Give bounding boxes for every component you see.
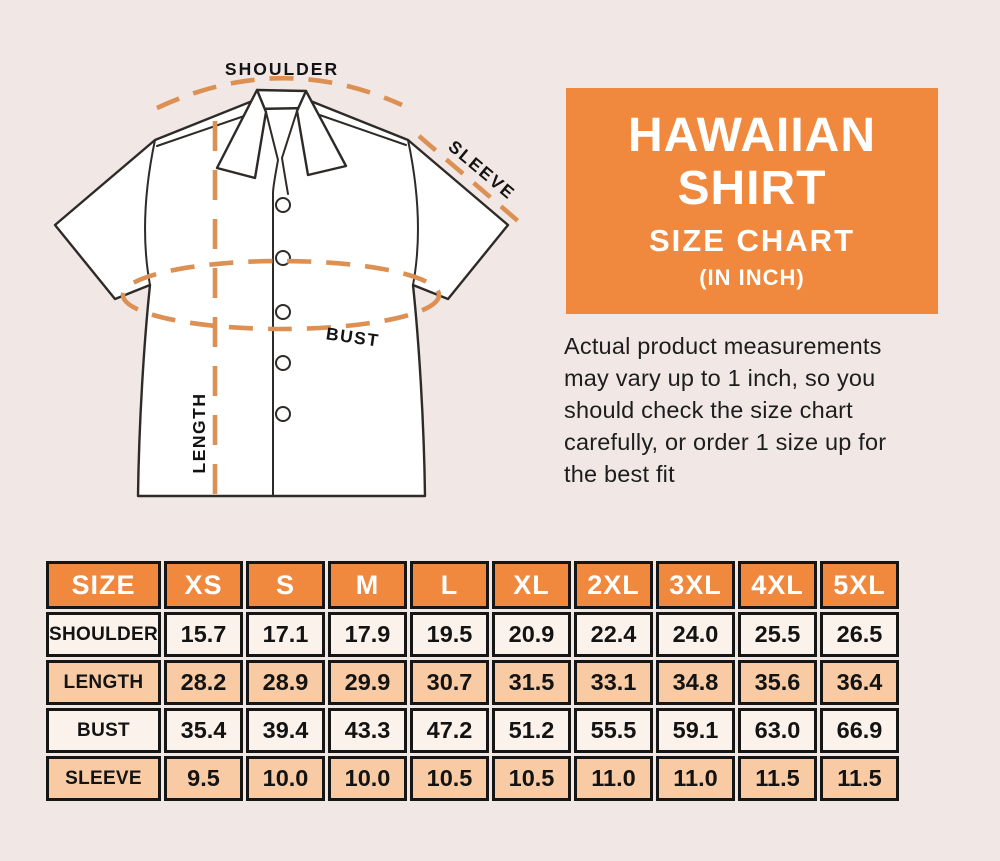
size-column-header-xl: XL xyxy=(492,561,571,609)
measurement-cell: 28.9 xyxy=(246,660,325,705)
measurement-cell: 10.0 xyxy=(246,756,325,801)
measurement-cell: 28.2 xyxy=(164,660,243,705)
title-box xyxy=(566,88,938,314)
shoulder-label: SHOULDER xyxy=(224,59,340,79)
row-label: SHOULDER xyxy=(46,612,161,657)
measurement-cell: 47.2 xyxy=(410,708,489,753)
measurement-cell: 34.8 xyxy=(656,660,735,705)
size-chart-table xyxy=(43,558,902,804)
measurement-cell: 17.9 xyxy=(328,612,407,657)
measurement-cell: 59.1 xyxy=(656,708,735,753)
title-subtitle: SIZE CHART xyxy=(649,223,855,258)
measurement-cell: 51.2 xyxy=(492,708,571,753)
note-line: Actual product measurements xyxy=(564,333,882,359)
button xyxy=(276,407,290,421)
measurement-cell: 20.9 xyxy=(492,612,571,657)
size-column-header-m: M xyxy=(328,561,407,609)
note-line: may vary up to 1 inch, so you xyxy=(564,365,876,391)
measurement-cell: 11.0 xyxy=(574,756,653,801)
measurement-cell: 11.5 xyxy=(820,756,899,801)
measurement-cell: 36.4 xyxy=(820,660,899,705)
measurement-cell: 10.5 xyxy=(492,756,571,801)
measurement-cell: 22.4 xyxy=(574,612,653,657)
measurement-cell: 63.0 xyxy=(738,708,817,753)
note-line: the best fit xyxy=(564,461,675,487)
size-corner-header: SIZE xyxy=(46,561,161,609)
measurement-cell: 43.3 xyxy=(328,708,407,753)
row-label: LENGTH xyxy=(46,660,161,705)
size-column-header-s: S xyxy=(246,561,325,609)
measurement-cell: 25.5 xyxy=(738,612,817,657)
size-column-header-4xl: 4XL xyxy=(738,561,817,609)
note-text xyxy=(564,330,984,490)
measurement-cell: 30.7 xyxy=(410,660,489,705)
length-label: LENGTH xyxy=(189,392,209,474)
shirt-measurement-diagram xyxy=(30,42,540,512)
measurement-cell: 35.6 xyxy=(738,660,817,705)
note-line: should check the size chart xyxy=(564,397,853,423)
size-header-row xyxy=(46,561,899,609)
bust-label: BUST xyxy=(324,323,381,351)
measure-row-bust xyxy=(46,708,899,753)
row-label: BUST xyxy=(46,708,161,753)
size-column-header-5xl: 5XL xyxy=(820,561,899,609)
measurement-cell: 26.5 xyxy=(820,612,899,657)
measurement-cell: 17.1 xyxy=(246,612,325,657)
measurement-cell: 11.0 xyxy=(656,756,735,801)
measurement-cell: 19.5 xyxy=(410,612,489,657)
row-label: SLEEVE xyxy=(46,756,161,801)
size-column-header-3xl: 3XL xyxy=(656,561,735,609)
measurement-cell: 24.0 xyxy=(656,612,735,657)
measure-row-sleeve xyxy=(46,756,899,801)
measurement-cell: 66.9 xyxy=(820,708,899,753)
note-line: carefully, or order 1 size up for xyxy=(564,429,887,455)
measure-row-length xyxy=(46,660,899,705)
measurement-cell: 39.4 xyxy=(246,708,325,753)
title-unit: (IN INCH) xyxy=(699,265,805,290)
measurement-cell: 9.5 xyxy=(164,756,243,801)
measurement-cell: 33.1 xyxy=(574,660,653,705)
button xyxy=(276,305,290,319)
button xyxy=(276,356,290,370)
measurement-cell: 55.5 xyxy=(574,708,653,753)
measurement-cell: 29.9 xyxy=(328,660,407,705)
measurement-cell: 35.4 xyxy=(164,708,243,753)
measurement-cell: 15.7 xyxy=(164,612,243,657)
title-line-1: HAWAIIAN xyxy=(628,109,876,162)
size-column-header-l: L xyxy=(410,561,489,609)
measure-row-shoulder xyxy=(46,612,899,657)
measurement-cell: 31.5 xyxy=(492,660,571,705)
size-column-header-xs: XS xyxy=(164,561,243,609)
button xyxy=(276,198,290,212)
measurement-cell: 10.0 xyxy=(328,756,407,801)
measurement-cell: 11.5 xyxy=(738,756,817,801)
measurement-cell: 10.5 xyxy=(410,756,489,801)
sleeve-label: SLEEVE xyxy=(444,136,520,204)
title-line-2: SHIRT xyxy=(677,162,827,215)
size-column-header-2xl: 2XL xyxy=(574,561,653,609)
